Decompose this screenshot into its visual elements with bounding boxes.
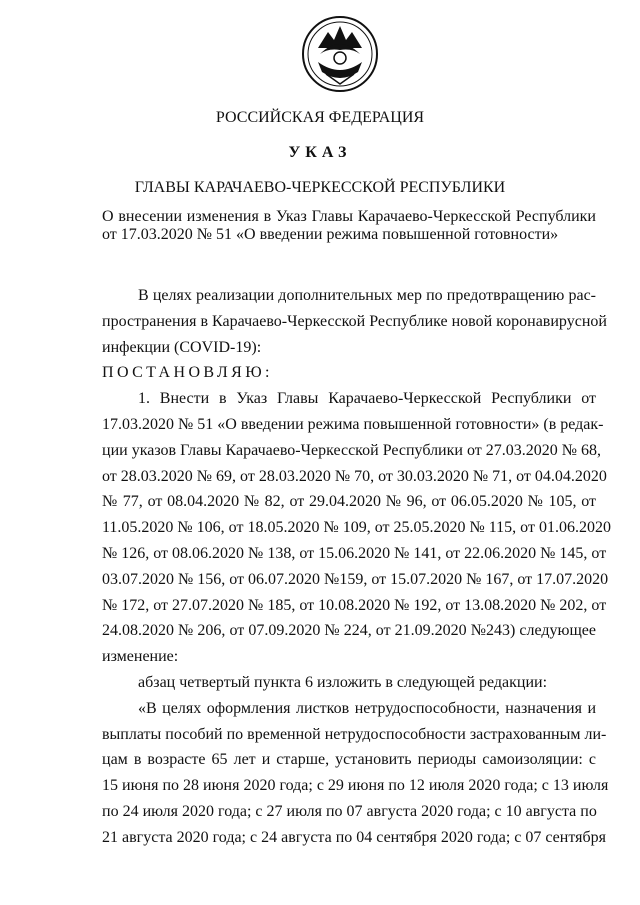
body-line: абзац четвертый пункта 6 изложить в следующей редакции: — [138, 673, 548, 691]
resolution-keyword: ПОСТАНОВЛЯЮ: — [102, 364, 273, 382]
body-line: цам в возрасте 65 лет и старше, установить периоды самоизоляции: с — [102, 751, 596, 769]
body-line: № 172, от 27.07.2020 № 185, от 10.08.2020 № 192, от 13.08.2020 № 202, от — [102, 596, 607, 614]
body-line: по 24 июля 2020 года; с 27 июля по 07 августа 2020 года; с 10 августа по — [102, 802, 597, 820]
issuer-heading: ГЛАВЫ КАРАЧАЕВО-ЧЕРКЕССКОЙ РЕСПУБЛИКИ — [134, 179, 506, 196]
body-line: № 126, от 08.06.2020 № 138, от 15.06.2020 № 141, от 22.06.2020 № 145, от — [102, 544, 607, 562]
body-line: В целях реализации дополнительных мер по предотвращению рас- — [138, 287, 596, 304]
body-line: 1. Внести в Указ Главы Карачаево-Черкесской Республики от — [138, 390, 596, 408]
body-line: 17.03.2020 № 51 «О введении режима повышенной готовности» (в редак- — [102, 415, 604, 433]
body-line: ции указов Главы Карачаево-Черкесской Республики от 27.03.2020 № 68, — [102, 441, 601, 459]
body-line: 15 июня по 28 июня 2020 года; с 29 июня по 12 июля 2020 года; с 13 июля — [102, 777, 609, 795]
country-heading: РОССИЙСКАЯ ФЕДЕРАЦИЯ — [215, 109, 425, 126]
body-line: 21 августа 2020 года; с 24 августа по 04 сентября 2020 года; с 07 сентября — [102, 828, 606, 846]
coat-of-arms-emblem — [300, 14, 380, 94]
body-line: «В целях оформления листков нетрудоспособности, назначения и — [138, 699, 596, 717]
body-line: инфекции (COVID-19): — [102, 338, 262, 356]
body-line: 24.08.2020 № 206, от 07.09.2020 № 224, от 21.09.2020 №243) следующее — [102, 622, 596, 640]
body-line: пространения в Карачаево-Черкесской Республике новой коронавирусной — [102, 312, 607, 330]
document-subject: О внесении изменения в Указ Главы Карачаево-Черкесской Республики от 17.03.2020 № 51 «О введении режима повышенной готовности» — [102, 208, 596, 243]
body-line: выплаты пособий по временной нетрудоспособности застрахованным ли- — [102, 725, 607, 743]
document-type-heading: УКАЗ — [288, 144, 352, 161]
body-line: от 28.03.2020 № 69, от 28.03.2020 № 70, от 30.03.2020 № 71, от 04.04.2020 — [102, 467, 607, 485]
body-line: изменение: — [102, 648, 179, 666]
body-line: 11.05.2020 № 106, от 18.05.2020 № 109, от 25.05.2020 № 115, от 01.06.2020 — [102, 519, 611, 537]
body-line: 03.07.2020 № 156, от 06.07.2020 №159, от 15.07.2020 № 167, от 17.07.2020 — [102, 570, 609, 588]
document-body — [102, 283, 611, 851]
body-line: № 77, от 08.04.2020 № 82, от 29.04.2020 № 96, от 06.05.2020 № 105, от — [102, 493, 596, 511]
